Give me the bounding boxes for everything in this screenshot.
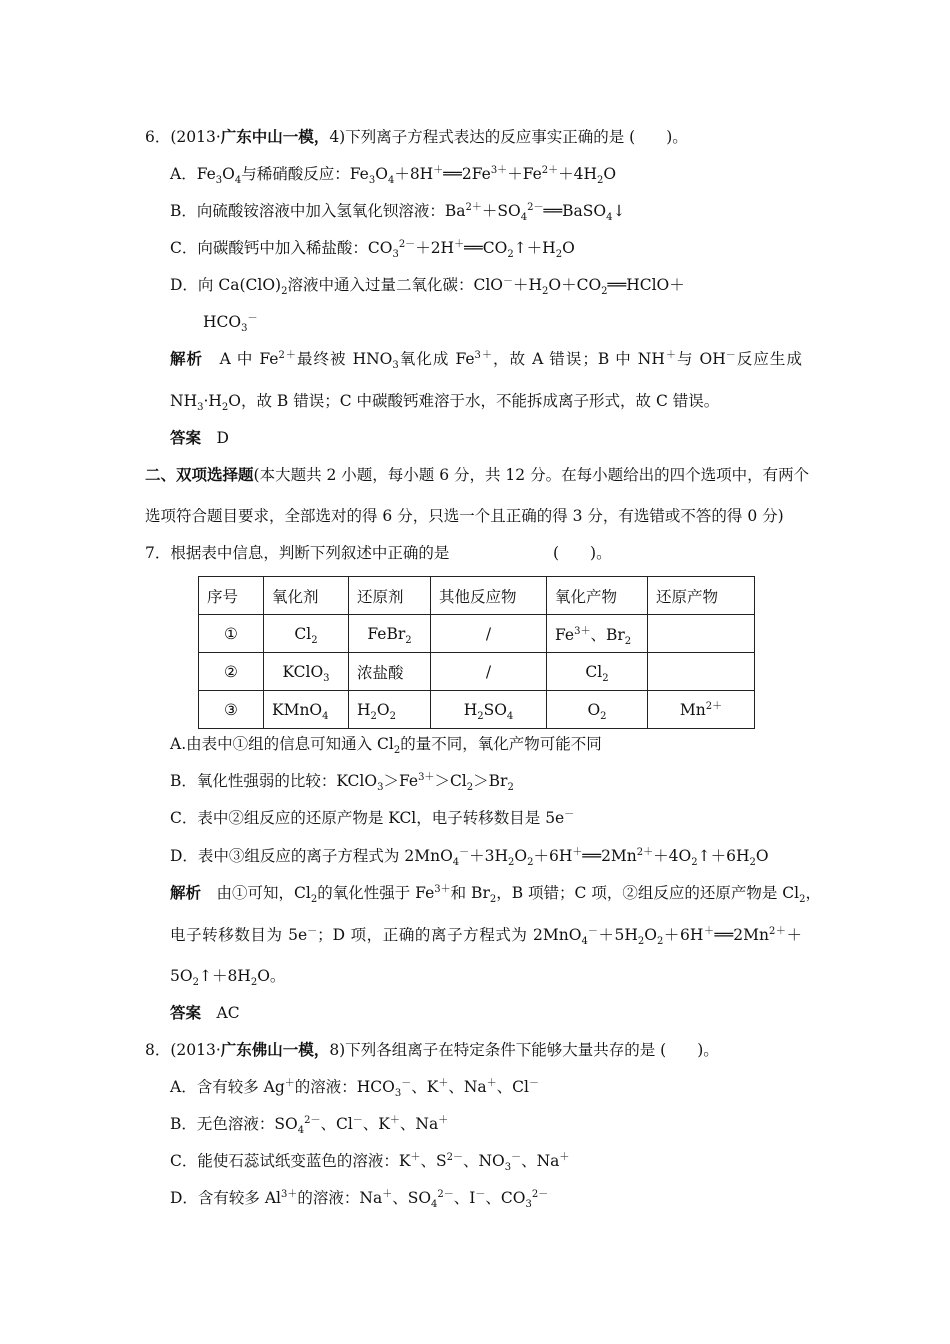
table-cell: ② — [199, 653, 264, 691]
table-cell: KMnO$_4$ — [264, 691, 349, 729]
q7-option-c: C．表中②组反应的还原产物是 KCl，电子转移数目是 5e－ — [170, 808, 575, 827]
table-cell: KClO$_3$ — [264, 653, 349, 691]
q7-answer: 答案 AC — [170, 1003, 240, 1022]
table-cell: FeBr$_2$ — [349, 615, 431, 653]
q7-analysis-line2: 电子转移数目为 5e－；D 项，正确的离子方程式为 $2MnO_4^-+5H_2O_2+6H^+══2Mn^{2+}+$ — [170, 925, 802, 948]
q8-stem: 8．(2013·广东佛山一模，8)下列各组离子在特定条件下能够大量共存的是 ( )。 — [145, 1040, 719, 1059]
q7-analysis-line1: 解析 由①可知，$Cl_2$的氧化性强于 $Fe^{3+}$和 $Br_2$，B 项错；C 项，②组反应的还原产物是 $Cl_2$， — [170, 883, 821, 906]
section-2-intro-line2: 选项符合题目要求，全部选对的得 6 分，只选一个且正确的得 3 分，有选错或不答的得 0 分) — [145, 507, 784, 525]
table-cell: ③ — [199, 691, 264, 729]
q6-analysis-line1: 解析 A 中 $Fe^{2+}$最终被 $HNO_3$氧化成 $Fe^{3+}$，故 A 错误；B 中 NH＋与 OH－反应生成 — [170, 349, 802, 372]
table-row — [199, 653, 755, 691]
table-header: 还原产物 — [648, 577, 755, 615]
table-cell: $H_2SO_4$ — [431, 691, 547, 729]
q7-stem: 7．根据表中信息，判断下列叙述中正确的是 — [145, 544, 450, 562]
section-2-intro-line1: 二、双项选择题(本大题共 2 小题，每小题 6 分，共 12 分。在每小题给出的四个选项中，有两个 — [145, 465, 810, 484]
q8-option-b: B．无色溶液：$SO_4^{2-}$、Cl－、K＋、Na＋ — [170, 1114, 449, 1137]
table-cell: ① — [199, 615, 264, 653]
table-row — [199, 691, 755, 729]
q8-option-a: A．含有较多 Ag＋的溶液：$HCO_3^-$、K＋、Na＋、Cl－ — [170, 1077, 539, 1100]
q6-option-a: A．$Fe_3O_4$与稀硝酸反应：$Fe_3O_4+8H^+══2Fe^{3+}+Fe^{2+}+4H_2O$ — [170, 164, 617, 187]
q6-option-d: D．向 $Ca(ClO)_2$溶液中通入过量二氧化碳：$ClO^-+H_2O+CO_2══HClO+$ — [170, 275, 685, 298]
table-cell: / — [431, 615, 547, 653]
table-cell — [648, 615, 755, 653]
table-cell — [648, 653, 755, 691]
table-header: 氧化剂 — [264, 577, 349, 615]
table-row — [199, 615, 755, 653]
table-cell: $Mn^{2+}$ — [648, 691, 755, 729]
q6-option-c: C．向碳酸钙中加入稀盐酸：$CO_3^{2-}+2H^+══CO_2↑+H_2O$ — [170, 238, 575, 261]
q7-analysis-line3: $5O_2↑+8H_2O$。 — [170, 967, 286, 989]
table-header: 其他反应物 — [431, 577, 547, 615]
table-cell: $O_2$ — [547, 691, 648, 729]
q8-option-c: C．能使石蕊试纸变蓝色的溶液：K＋、$S^{2-}$、$NO_3^-$、Na＋ — [170, 1151, 570, 1174]
table-header: 序号 — [199, 577, 264, 615]
q6-analysis-line2: $NH_3\cdot H_2O$，故 B 错误；C 中碳酸钙难溶于水，不能拆成离子形式，故 C 错误。 — [170, 392, 720, 414]
table-header: 氧化产物 — [547, 577, 648, 615]
q7-answer-paren: ( )。 — [553, 544, 612, 562]
table-cell: $H_2O_2$ — [349, 691, 431, 729]
q6-stem: 6．(2013·广东中山一模，4)下列离子方程式表达的反应事实正确的是 ( )。 — [145, 127, 688, 146]
q7-option-b: B．氧化性强弱的比较：$KClO_3>Fe^{3+}>Cl_2>Br_2$ — [170, 771, 514, 794]
table-header: 还原剂 — [349, 577, 431, 615]
table-cell: $Fe^{3+}$、$Br_2$ — [547, 615, 648, 653]
q8-option-d: D．含有较多 $Al^{3+}$的溶液：Na＋、$SO_4^{2-}$、I－、$CO_3^{2-}$ — [170, 1188, 549, 1211]
table-cell: 浓盐酸 — [349, 653, 431, 691]
table-cell: $Cl_2$ — [264, 615, 349, 653]
q6-option-b: B．向硫酸铵溶液中加入氢氧化钡溶液：$Ba^{2+}+SO_4^{2-}══BaSO_4↓$ — [170, 201, 626, 224]
table-cell: / — [431, 653, 547, 691]
table-header-row — [199, 577, 755, 615]
q7-option-a: A.由表中①组的信息可知通入 $Cl_2$的量不同，氧化产物可能不同 — [170, 735, 602, 757]
table-cell: $Cl_2$ — [547, 653, 648, 691]
q6-option-d-cont: $HCO_3^-$ — [203, 312, 258, 335]
q6-answer: 答案 D — [170, 428, 229, 447]
q7-table — [198, 576, 755, 729]
q7-option-d: D．表中③组反应的离子方程式为 $2MnO_4^-+3H_2O_2+6H^+══2Mn^{2+}+4O_2↑+6H_2O$ — [170, 846, 769, 869]
